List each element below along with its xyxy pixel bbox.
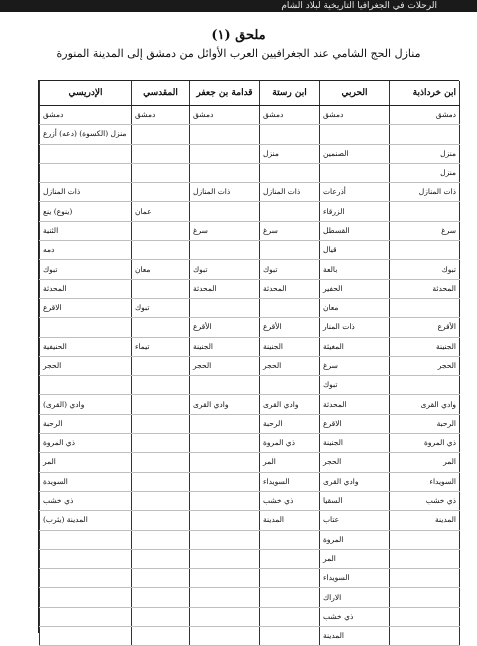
table-row [40, 434, 460, 453]
table-cell [40, 607, 132, 626]
table-cell [390, 530, 460, 549]
table-cell [132, 414, 190, 433]
table-cell [390, 569, 460, 588]
column-header: الإدريسي [40, 81, 132, 106]
table-row [40, 356, 460, 375]
table-cell [190, 434, 260, 453]
table-cell [40, 530, 132, 549]
table-cell [190, 163, 260, 182]
table-cell [390, 607, 460, 626]
table-cell [40, 549, 132, 568]
table-cell: ذات المنار [320, 318, 390, 337]
table-cell: المر [260, 453, 320, 472]
table-cell: الرحبة [390, 414, 460, 433]
table-cell [190, 491, 260, 510]
table-cell [132, 607, 190, 626]
table-cell [320, 163, 390, 182]
table-row [40, 472, 460, 491]
table-cell: ذي خشب [260, 491, 320, 510]
appendix-subtitle: منازل الحج الشامي عند الجغرافيين العرب الأوائل من دمشق إلى المدينة المنورة [56, 47, 421, 60]
table-row [40, 144, 460, 163]
table-cell [132, 144, 190, 163]
table-cell: الأقرع [190, 318, 260, 337]
table-cell: ذات المنازل [260, 183, 320, 202]
column-header: المقدسي [132, 81, 190, 106]
table-cell [40, 163, 132, 182]
table-cell: ذات المنازل [390, 183, 460, 202]
table-cell [132, 163, 190, 182]
table-cell: الرحبة [260, 414, 320, 433]
table-cell [132, 453, 190, 472]
table-row [40, 491, 460, 510]
table-cell [132, 279, 190, 298]
table-cell: منزل [390, 144, 460, 163]
table-cell: دمشق [132, 106, 190, 125]
table-cell: ذي خشب [40, 491, 132, 510]
table-body [40, 106, 460, 646]
table-row [40, 241, 460, 260]
table-cell [190, 569, 260, 588]
table-cell: سرغ [390, 221, 460, 240]
table-cell [132, 318, 190, 337]
table-cell [132, 221, 190, 240]
table-cell [40, 627, 132, 646]
table-row [40, 530, 460, 549]
table-cell: الاراك [320, 588, 390, 607]
column-header: ابن رستة [260, 81, 320, 106]
table-row [40, 337, 460, 356]
table-cell [132, 569, 190, 588]
table-cell: الحجر [390, 356, 460, 375]
table-cell: السويداء [320, 569, 390, 588]
table-cell [390, 588, 460, 607]
table-cell: الحفير [320, 279, 390, 298]
table-cell: منزل [390, 163, 460, 182]
table-cell: دمشق [40, 106, 132, 125]
table-cell [190, 298, 260, 317]
table-cell [132, 491, 190, 510]
table-cell [132, 530, 190, 549]
table-cell: السويدة [40, 472, 132, 491]
table-cell [190, 588, 260, 607]
table-cell [190, 241, 260, 260]
table-cell: تبوك [190, 260, 260, 279]
table-row [40, 318, 460, 337]
table-cell: ذي خشب [320, 607, 390, 626]
table-cell: دمه [40, 241, 132, 260]
table-cell [260, 549, 320, 568]
table-cell: الاقرع [40, 298, 132, 317]
table-cell [40, 318, 132, 337]
table-cell: تبوك [260, 260, 320, 279]
table-cell [260, 376, 320, 395]
table-cell: منزل (الكسوة) (دعه) أزرع [40, 125, 132, 144]
table-cell [260, 202, 320, 221]
table-cell [40, 376, 132, 395]
table-cell: المغيثة [320, 337, 390, 356]
table-cell: معان [320, 298, 390, 317]
table-cell: الأقرع [390, 318, 460, 337]
table-row [40, 163, 460, 182]
table-cell: أذرعات [320, 183, 390, 202]
table-cell: وادي القرى [190, 395, 260, 414]
table-cell [390, 298, 460, 317]
table-row [40, 260, 460, 279]
table-cell [260, 588, 320, 607]
table-cell [132, 241, 190, 260]
table-cell: المدينة (يثرب) [40, 511, 132, 530]
table-cell: تيماء [132, 337, 190, 356]
table-cell: الجنينة [320, 434, 390, 453]
table-cell: وادي القرى [260, 395, 320, 414]
table-cell: ذات المنازل [190, 183, 260, 202]
table-cell: معان [132, 260, 190, 279]
stations-table [39, 81, 460, 646]
table-cell: تبوك [390, 260, 460, 279]
table-row [40, 376, 460, 395]
table-cell [190, 125, 260, 144]
table-cell: المحدثة [320, 395, 390, 414]
table-cell [132, 356, 190, 375]
table-cell [190, 530, 260, 549]
table-row [40, 106, 460, 125]
table-cell: (ينوع) ينع [40, 202, 132, 221]
table-cell [132, 472, 190, 491]
table-cell: دمشق [390, 106, 460, 125]
table-cell [190, 144, 260, 163]
table-cell [190, 549, 260, 568]
table-cell [190, 453, 260, 472]
table-cell: السويداء [260, 472, 320, 491]
table-cell [190, 472, 260, 491]
table-cell: المحدثة [390, 279, 460, 298]
table-cell [190, 627, 260, 646]
table-cell: الاقرع [320, 414, 390, 433]
table-cell [132, 549, 190, 568]
table-cell: الزرقاء [320, 202, 390, 221]
table-cell [190, 414, 260, 433]
table-cell: الحجر [320, 453, 390, 472]
table-cell [190, 376, 260, 395]
table-cell: الأقرع [260, 318, 320, 337]
table-cell [132, 588, 190, 607]
table-cell: عتاب [320, 511, 390, 530]
table-cell: ذي المروة [40, 434, 132, 453]
table-header-row [40, 81, 460, 106]
table-cell: سرغ [190, 221, 260, 240]
stations-table-container [38, 80, 459, 641]
table-cell: المحدثة [190, 279, 260, 298]
table-cell: المر [390, 453, 460, 472]
table-cell: وادي (القرى) [40, 395, 132, 414]
table-cell: الحجر [40, 356, 132, 375]
table-cell [390, 627, 460, 646]
table-cell [390, 202, 460, 221]
table-row [40, 549, 460, 568]
table-row [40, 298, 460, 317]
table-cell [260, 163, 320, 182]
table-cell: بالعة [320, 260, 390, 279]
table-cell: المدينة [390, 511, 460, 530]
column-header: قدامة بن جعفر [190, 81, 260, 106]
table-cell: تبوك [132, 298, 190, 317]
table-cell: ذي خشب [390, 491, 460, 510]
running-header: الرحلات في الجغرافيا التاريخية لبلاد الشام [281, 1, 437, 11]
table-cell: القسطل [320, 221, 390, 240]
table-row [40, 569, 460, 588]
table-cell: السويداء [390, 472, 460, 491]
table-cell: المحدثة [260, 279, 320, 298]
table-cell: تبوك [320, 376, 390, 395]
table-row [40, 588, 460, 607]
table-cell: سرغ [320, 356, 390, 375]
table-cell: ذي المروة [390, 434, 460, 453]
table-row [40, 607, 460, 626]
page-header-band [0, 0, 477, 12]
column-header: الحربي [320, 81, 390, 106]
table-cell: دمشق [260, 106, 320, 125]
table-cell: ذي المروة [260, 434, 320, 453]
column-header: ابن خرداذبة [390, 81, 460, 106]
table-cell [132, 376, 190, 395]
table-cell [260, 569, 320, 588]
table-cell: السقيا [320, 491, 390, 510]
table-cell [260, 530, 320, 549]
table-row [40, 202, 460, 221]
table-cell: المحدثة [40, 279, 132, 298]
table-cell: الحجر [260, 356, 320, 375]
table-cell: المر [320, 549, 390, 568]
table-cell [190, 607, 260, 626]
table-cell [40, 588, 132, 607]
table-cell [40, 144, 132, 163]
table-cell: الثنية [40, 221, 132, 240]
table-cell [132, 183, 190, 202]
table-cell: وادي القرى [320, 472, 390, 491]
table-row [40, 279, 460, 298]
table-cell [132, 627, 190, 646]
table-row [40, 395, 460, 414]
table-cell [132, 395, 190, 414]
table-row [40, 453, 460, 472]
table-cell: الجنينة [190, 337, 260, 356]
table-cell: سرغ [260, 221, 320, 240]
table-cell [390, 125, 460, 144]
table-cell: المدينة [320, 627, 390, 646]
table-row [40, 183, 460, 202]
table-cell [132, 511, 190, 530]
table-row [40, 627, 460, 646]
table-cell: دمشق [190, 106, 260, 125]
table-cell: الحجر [190, 356, 260, 375]
table-row [40, 414, 460, 433]
table-cell [260, 125, 320, 144]
table-cell [132, 434, 190, 453]
table-cell: الحنيفية [40, 337, 132, 356]
table-cell: عمان [132, 202, 190, 221]
table-cell: الجنينة [260, 337, 320, 356]
table-cell: المروة [320, 530, 390, 549]
table-cell: وادي القرى [390, 395, 460, 414]
table-cell: الرحبة [40, 414, 132, 433]
table-cell: تبوك [40, 260, 132, 279]
table-cell [260, 607, 320, 626]
table-cell: الصنمين [320, 144, 390, 163]
table-cell [260, 298, 320, 317]
table-cell [260, 627, 320, 646]
table-cell [40, 569, 132, 588]
table-cell [390, 241, 460, 260]
table-cell [320, 125, 390, 144]
table-row [40, 221, 460, 240]
table-cell [260, 241, 320, 260]
table-cell: ذات المنازل [40, 183, 132, 202]
table-cell: منزل [260, 144, 320, 163]
table-row [40, 125, 460, 144]
table-cell: المر [40, 453, 132, 472]
table-cell [132, 125, 190, 144]
table-cell: المدينة [260, 511, 320, 530]
table-cell [390, 549, 460, 568]
table-cell [190, 511, 260, 530]
table-cell [390, 376, 460, 395]
table-cell: دمشق [320, 106, 390, 125]
table-cell: قيال [320, 241, 390, 260]
appendix-title: ملحق (١) [211, 28, 266, 43]
table-cell: الجنينة [390, 337, 460, 356]
table-row [40, 511, 460, 530]
table-cell [190, 202, 260, 221]
